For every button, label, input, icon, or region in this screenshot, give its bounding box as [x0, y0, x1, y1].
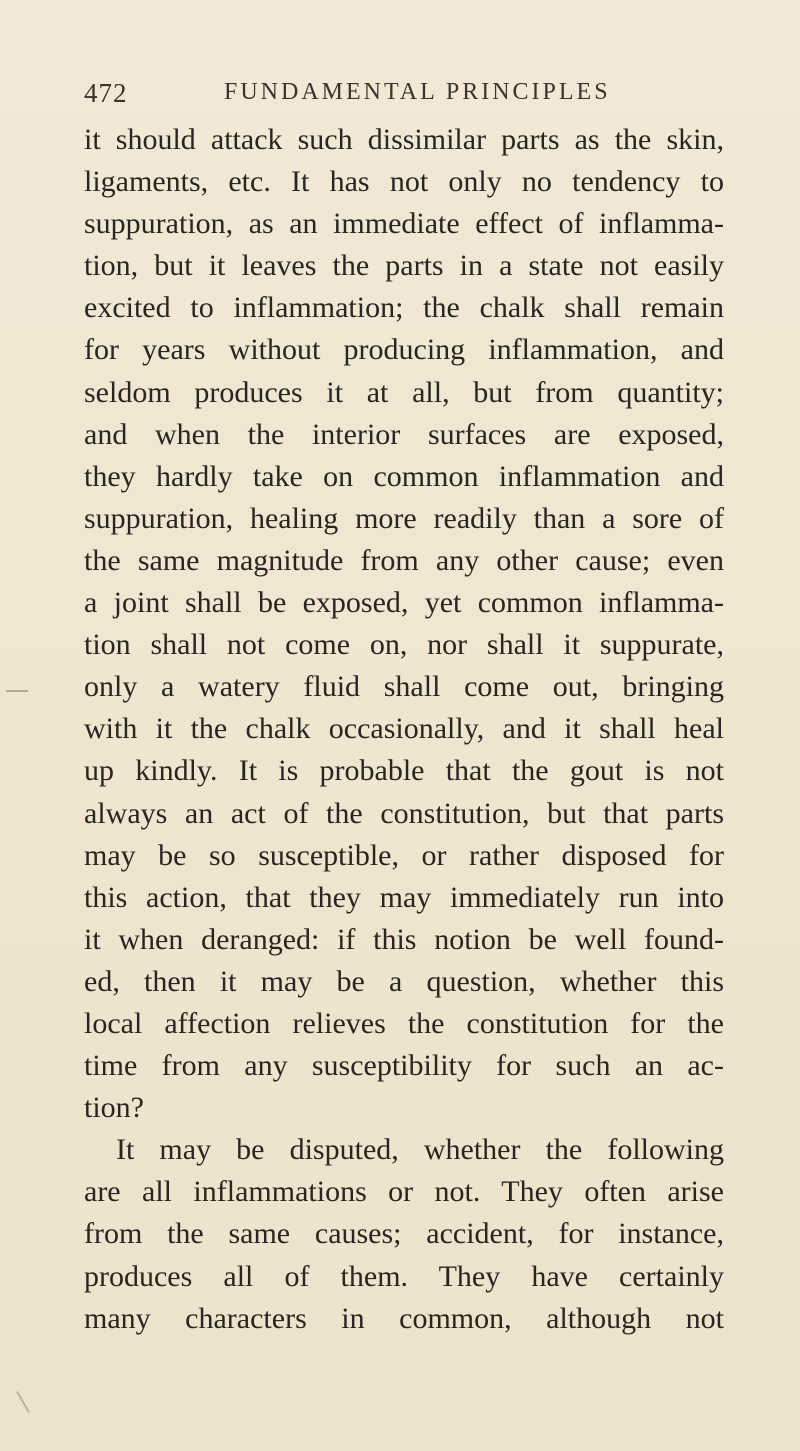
text-line: produces all of them. They have certainly — [84, 1259, 724, 1293]
text-line: it when deranged: if this notion be well found- — [84, 922, 724, 956]
text-line: they hardly take on common inflammation and — [84, 459, 724, 493]
text-line: for years without producing inflammation, and — [84, 333, 724, 367]
text-line: up kindly. It is probable that the gout is not — [84, 754, 724, 788]
text-line: time from any susceptibility for such an ac- — [84, 1049, 724, 1083]
text-line: are all inflammations or not. They often arise — [84, 1175, 724, 1209]
text-line: many characters in common, although not — [84, 1301, 724, 1335]
running-head: FUNDAMENTAL PRINCIPLES — [224, 79, 611, 105]
text-line: a joint shall be exposed, yet common inflamma- — [84, 586, 724, 620]
text-line: from the same causes; accident, for instance, — [84, 1217, 724, 1251]
text-line: it should attack such dissimilar parts as the skin, — [84, 123, 724, 156]
paragraph-first-line: It may be disputed, whether the following — [116, 1133, 724, 1167]
text-line: and when the interior surfaces are exposed, — [84, 417, 724, 451]
margin-mark — [6, 690, 28, 692]
text-line: tion? — [84, 1091, 144, 1125]
page-header — [84, 78, 724, 110]
text-line: excited to inflammation; the chalk shall remain — [84, 291, 724, 325]
text-line: seldom produces it at all, but from quantity; — [84, 375, 724, 409]
text-line: suppuration, healing more readily than a sore of — [84, 501, 724, 535]
text-line: suppuration, as an immediate effect of inflamma- — [84, 207, 724, 241]
page-number: 472 — [84, 78, 128, 108]
text-line: local affection relieves the constitution for the — [84, 1006, 724, 1040]
text-line: tion, but it leaves the parts in a state not easily — [84, 249, 724, 283]
text-line: the same magnitude from any other cause; even — [84, 543, 724, 577]
text-line: this action, that they may immediately run into — [84, 880, 724, 914]
text-line: ligaments, etc. It has not only no tendency to — [84, 165, 724, 199]
text-line: may be so susceptible, or rather disposed for — [84, 838, 724, 872]
text-line: always an act of the constitution, but that parts — [84, 796, 724, 830]
body-text — [84, 119, 724, 1340]
margin-mark — [16, 1391, 30, 1413]
text-line: only a watery fluid shall come out, bringing — [84, 670, 724, 704]
text-line: ed, then it may be a question, whether this — [84, 964, 724, 998]
text-line: tion shall not come on, nor shall it suppurate, — [84, 628, 724, 662]
text-line: with it the chalk occasionally, and it shall heal — [84, 712, 724, 746]
